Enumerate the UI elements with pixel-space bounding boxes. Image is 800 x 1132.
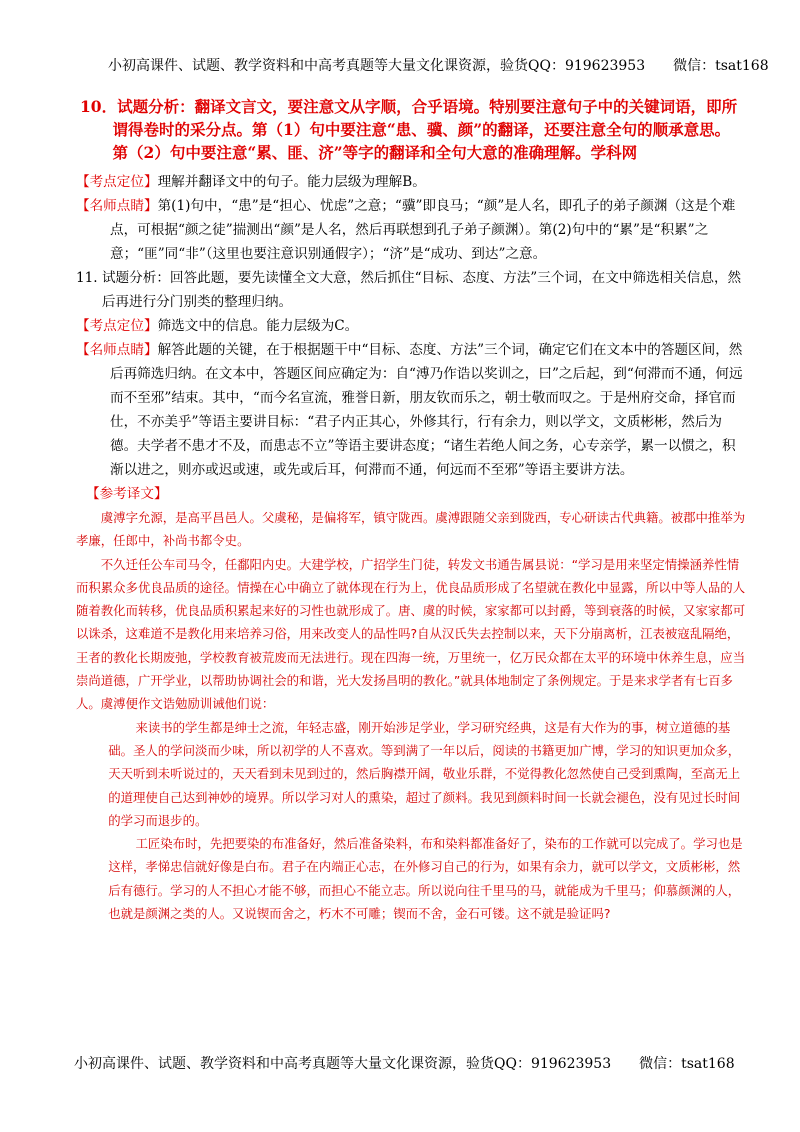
q10-text: 试题分析：翻译文言文，要注意文从字顺，合乎语境。特别要注意句子中的关键词语，即所谓得卷时的采分点。第（1）句中要注意“患、骥、颜”的翻译，还要注意全句的顺承意思。第（2）句中要注意“累、匪、济”等字的翻译和全句大意的准确理解。学科网 xyxy=(112,97,738,162)
translation-quote-paragraph: 工匠染布时，先把要染的布准备好，然后准备染料，布和染料都准备好了，染布的工作就可以完成了。学习也是这样，孝悌忠信就好像是白布。君子在内端正心志，在外修习自己的行为，如果有余力，就可以学文，文质彬彬，然后有德行。学习的人不担心才能不够，而担心不能立志。所以说向往千里马的马，就能成为千里马；仰慕颜渊的人，也就是颜渊之类的人。又说锲而舍之，朽木不可雕；锲而不舍，金石可镂。这不就是验证吗? xyxy=(108,836,743,922)
translation-quote-paragraph: 来读书的学生都是绅士之流，年轻志盛，刚开始涉足学业，学习研究经典，这是有大作为的事，树立道德的基础。圣人的学问淡而少味，所以初学的人不喜欢。等到满了一年以后，阅读的书籍更加广博，学习的知识更加众多，天天听到未听说过的，天天看到未见到过的，然后胸襟开阔，敬业乐群，不觉得教化忽然使自己受到熏陶，至高无上的道理使自己达到神妙的境界。所以学习对人的熏染，超过了颜料。我见到颜料时间一长就会褪色，没有见过长时间的学习而退步的。 xyxy=(108,719,741,828)
header-text: 小初高课件、试题、教学资料和中高考真题等大量文化课资源，验货QQ：919623953 微信：tsat168 xyxy=(108,58,769,74)
q11-mingshi xyxy=(76,338,748,482)
q10-kaodian xyxy=(76,170,748,194)
q11-kaodian-text: 筛选文中的信息。能力层级为C。 xyxy=(157,318,359,334)
page-footer xyxy=(74,1054,760,1074)
q10-analysis xyxy=(80,95,744,164)
q10-mingshi-tag: 【名师点睛】 xyxy=(76,198,158,214)
q11-kaodian-tag: 【考点定位】 xyxy=(76,318,158,334)
q10-number: 10． xyxy=(80,97,118,116)
reference-translation xyxy=(76,506,748,925)
q11-kaodian xyxy=(76,314,748,338)
document-body xyxy=(0,95,800,925)
q11-text: 11. 试题分析：回答此题，要先读懂全文大意，然后抓住“目标、态度、方法”三个词，在文中筛选相关信息，然后再进行分门别类的整理归纳。 xyxy=(76,270,742,310)
translation-paragraph: 不久迁任公车司马令，任鄱阳内史。大建学校，广招学生门徒，转发文书通告属县说：“学习是用来坚定情操涵养性情而积累众多优良品质的途径。情操在心中确立了就体现在行为上，优良品质形成了名望就在教化中显露，所以中等人品的人随着教化而转移，优良品质积累起来好的习性也就形成了。唐、虞的时候，家家都可以封爵，等到衰落的时候，又家家都可以诛杀，这难道不是教化用来培养习俗，用来改变人的品性吗?自从汉氏失去控制以来，天下分崩离析，江表被寇乱隔绝，王者的教化长期废弛，学校教育被荒废而无法进行。现在四海一统，万里统一，亿万民众都在太平的环境中休养生息，应当崇尚道德，广开学业，以帮助协调社会的和谐，光大发扬昌明的教化。”就具体地制定了条例规定。于是来求学者有七百多人。虞溥便作文诰勉励训诫他们说： xyxy=(76,556,746,712)
footer-text: 小初高课件、试题、教学资料和中高考真题等大量文化课资源，验货QQ：919623953 微信：tsat168 xyxy=(74,1056,735,1072)
q10-kaodian-tag: 【考点定位】 xyxy=(76,174,158,190)
q10-kaodian-text: 理解并翻译文中的句子。能力层级为理解B。 xyxy=(157,174,426,190)
q11-analysis xyxy=(76,266,748,314)
page-header xyxy=(108,56,769,76)
q11-mingshi-text: 解答此题的关键，在于根据题干中“目标、态度、方法”三个词，确定它们在文本中的答题区间，然后再筛选归纳。在文本中，答题区间应确定为：自“溥乃作诰以奖训之，曰”之后起，到“何滞而不通，何远而不至邪”结束。其中，“而今名宣流，雅誉日新，朋友钦而乐之，朝士敬而叹之。于是州府交命，择官而仕，不亦美乎”等语主要讲目标：“君子内正其心，外修其行，行有余力，则以学文，文质彬彬，然后为德。夫学者不患才不及，而患志不立”等语主要讲态度；“诸生若绝人间之务，心专亲学，累一以惯之，积渐以进之，则亦或迟或速，或先或后耳，何滞而不通，何远而不至邪”等语主要讲方法。 xyxy=(110,342,743,478)
q10-mingshi xyxy=(76,194,748,266)
q11-mingshi-tag: 【名师点睛】 xyxy=(76,342,158,358)
translation-paragraph: 虞溥字允源，是高平昌邑人。父虞秘，是偏将军，镇守陇西。虞溥跟随父亲到陇西，专心研读古代典籍。被郡中推举为孝廉，任郎中，补尚书都令史。 xyxy=(76,510,746,549)
reference-title: 【参考译文】 xyxy=(86,486,168,502)
q10-mingshi-text: 第(1)句中，“患”是“担心、忧虑”之意；“骥”即良马；“颜”是人名，即孔子的弟子颜渊（这是个难点，可根据“颜之徒”揣测出“颜”是人名，然后再联想到孔子弟子颜渊）。第(2)句中的“累”是“积累”之意；“匪”同“非”（这里也要注意识别通假字）；“济”是“成功、到达”之意。 xyxy=(110,198,736,262)
